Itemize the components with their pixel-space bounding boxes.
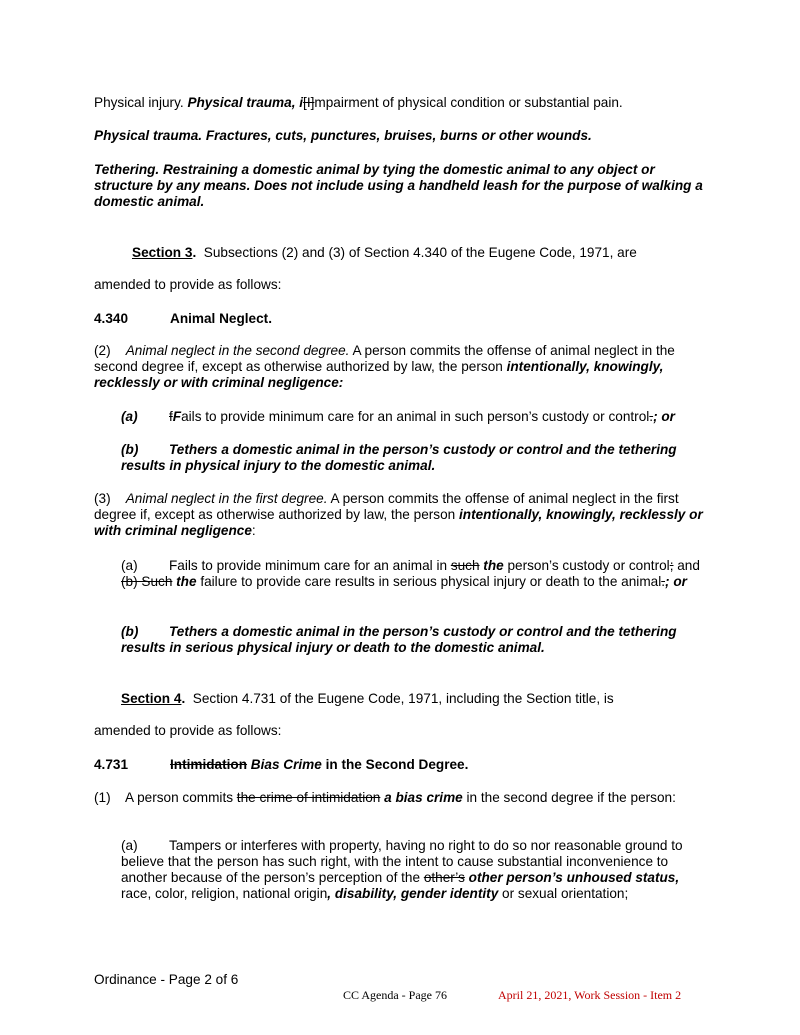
section-heading: Section 3 (132, 245, 193, 260)
meeting-footer: April 21, 2021, Work Session - Item 2 (498, 988, 682, 1002)
paragraph-text: ails to provide minimum care for an animal in such person’s custody or control (181, 409, 650, 424)
deleted-text: such (450, 558, 480, 573)
deleted-text: Intimidation (170, 757, 248, 772)
paragraph-text: failure to provide care results in serious physical injury or death to the animal (196, 574, 662, 589)
inserted-text: Tethers a domestic animal in the person’s custody or control and the tethering results in physical injury to the domestic animal. (121, 442, 677, 473)
deleted-text: (b) Such (121, 574, 173, 589)
paragraph-2a (121, 409, 706, 425)
subsection-text: : (251, 523, 256, 538)
inserted-text: F (172, 409, 182, 424)
deleted-text: . (649, 409, 654, 424)
inserted-text: a bias crime (380, 790, 463, 805)
section-text: Section 4.731 of the Eugene Code, 1971, including the Section title, is (192, 691, 614, 706)
section-3-cont: amended to provide as follows: (94, 277, 282, 292)
definition-tethering: Tethering. Restraining a domestic animal by tying the domestic animal to any object or structure by any means. Does not include using a handheld leash for the purpose of walking a domestic animal. (94, 162, 703, 209)
inserted-text: intentionally, knowingly, recklessly or with criminal negligence: (94, 359, 664, 390)
inserted-text: ; or (653, 409, 675, 424)
inserted-text: the (172, 574, 197, 589)
subsection-text: A person commits the offense of animal neglect in the second degree if, except as otherwise authorized by law, the person (94, 343, 675, 374)
subsection-number: (1) (94, 790, 111, 805)
section-4-cont: amended to provide as follows: (94, 723, 282, 738)
inserted-text: , disability, gender identity (327, 886, 499, 901)
paragraph-1a (121, 838, 706, 902)
paragraph-text: Fails to provide minimum care for an animal in (169, 558, 451, 573)
definition-physical-trauma: Physical trauma. Fractures, cuts, punctures, bruises, burns or other wounds. (94, 128, 592, 143)
paragraph-2b (121, 442, 706, 474)
section-heading-dot: . (192, 245, 197, 260)
inserted-text: Physical trauma, i (187, 95, 304, 110)
paragraph-text: or sexual orientation; (498, 886, 629, 901)
inserted-text: Tethers a domestic animal in the person’s custody or control and the tethering results in serious physical injury or death to the domestic animal. (121, 624, 677, 655)
section-heading: Section 4 (121, 691, 182, 706)
subsection-text: A person commits (124, 790, 237, 805)
subsection-heading: Animal neglect in the first degree. (125, 491, 328, 506)
definition-text: mpairment of physical condition or substantial pain. (314, 95, 623, 110)
code-title: in the Second Degree. (321, 757, 469, 772)
inserted-text: the (479, 558, 504, 573)
subsection-number: (3) (94, 491, 111, 506)
paragraph-text: and (673, 558, 700, 573)
subsection-3 (94, 491, 706, 539)
paragraph-text: race, color, religion, national origin (121, 886, 328, 901)
section-heading-dot: . (181, 691, 186, 706)
subsection-1 (94, 790, 706, 806)
paragraph-label: (b) (121, 624, 139, 639)
deleted-text: f (169, 409, 173, 424)
paragraph-label: (a) (121, 838, 138, 853)
paragraph-label: (b) (121, 442, 139, 457)
paragraph-3a (121, 558, 706, 590)
paragraph-label: (a) (121, 558, 138, 573)
inserted-text: intentionally, knowingly, recklessly or with criminal negligence (94, 507, 703, 538)
page-number-footer: Ordinance - Page 2 of 6 (94, 972, 239, 987)
paragraph-3b (121, 624, 706, 656)
code-heading-4340 (94, 311, 706, 327)
inserted-text: ; or (665, 574, 687, 589)
inserted-text: Bias Crime (247, 757, 322, 772)
subsection-2 (94, 343, 706, 391)
inserted-text: other person’s unhoused status, (464, 870, 680, 885)
deleted-text: ; (669, 558, 674, 573)
code-number: 4.340 (94, 311, 129, 326)
deleted-text: other’s (423, 870, 465, 885)
deleted-text: the crime of intimidation (236, 790, 381, 805)
section-text: Subsections (2) and (3) of Section 4.340 of the Eugene Code, 1971, are (203, 245, 637, 260)
paragraph-label: (a) (121, 409, 138, 424)
subsection-number: (2) (94, 343, 111, 358)
code-title: Animal Neglect. (170, 311, 272, 326)
deleted-text: . (661, 574, 666, 589)
subsection-heading: Animal neglect in the second degree. (125, 343, 350, 358)
section-3-intro (94, 245, 706, 261)
code-number: 4.731 (94, 757, 129, 772)
agenda-page-footer: CC Agenda - Page 76 (343, 988, 447, 1002)
paragraph-text: person’s custody or control (503, 558, 670, 573)
deleted-text: [I] (303, 95, 315, 110)
code-heading-4731 (94, 757, 706, 773)
definition-physical-injury (94, 95, 706, 111)
paragraph-text: Tampers or interferes with property, having no right to do so nor reasonable ground to believe that the person has such right, with the intent to cause substantial inconvenience to another because of the person’s perception of the (121, 838, 683, 885)
subsection-text: A person commits the offense of animal neglect in the first degree if, except as otherwise authorized by law, the person (94, 491, 679, 522)
subsection-text: in the second degree if the person: (462, 790, 676, 805)
definition-text: Physical injury. (94, 95, 188, 110)
section-4-intro (94, 691, 706, 707)
